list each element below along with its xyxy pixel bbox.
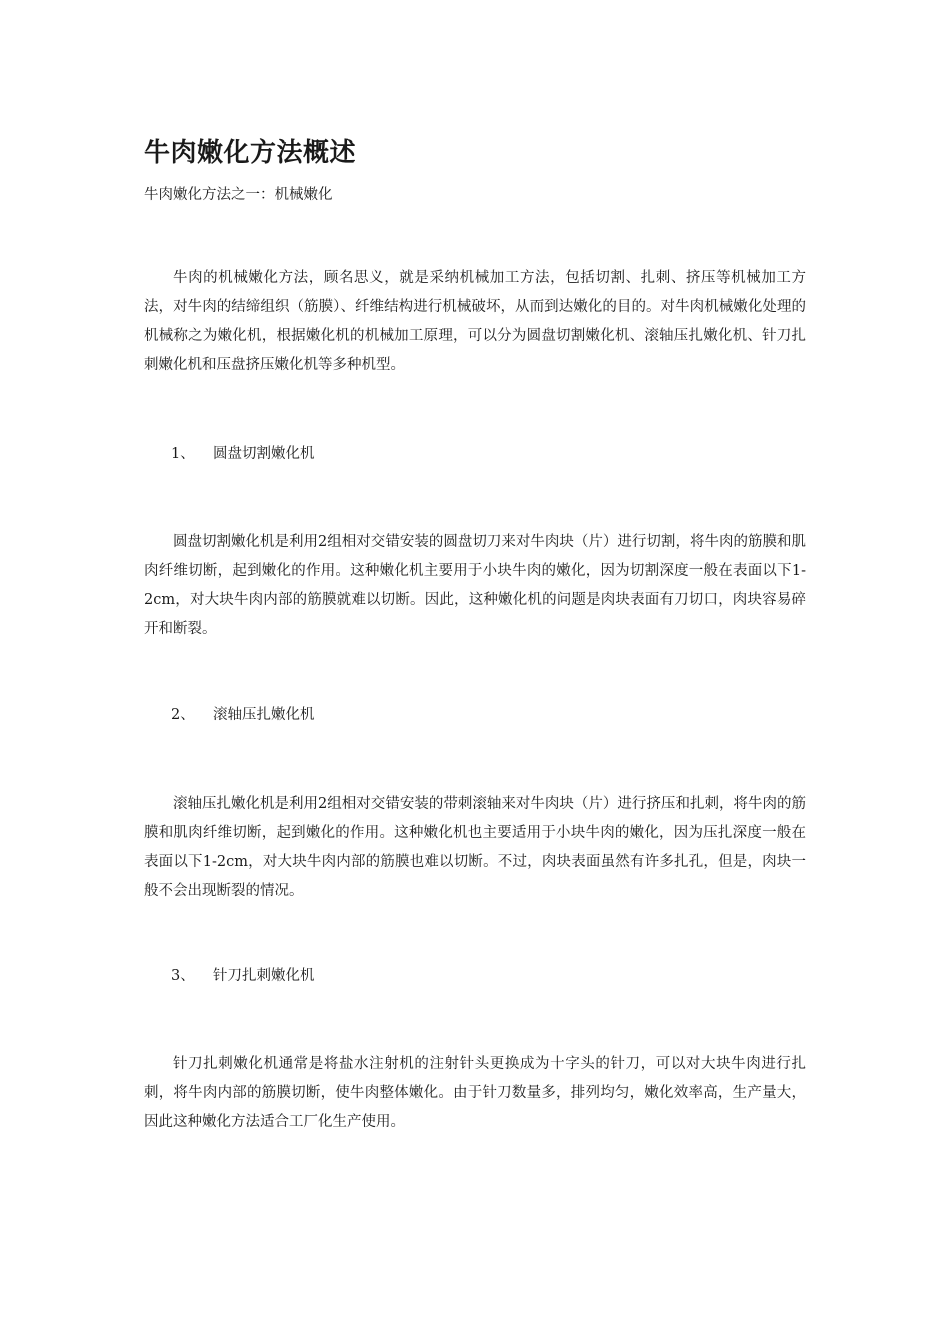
- document-title: 牛肉嫩化方法概述: [144, 138, 357, 168]
- intro-paragraph: 牛肉的机械嫩化方法，顾名思义，就是采纳机械加工方法，包括切割、扎刺、挤压等机械加工方法，对牛肉的结缔组织（筋膜）、纤维结构进行机械破坏，从而到达嫩化的目的。对牛肉机械嫩化处理的机械称之为嫩化机，根据嫩化机的机械加工原理，可以分为圆盘切割嫩化机、滚轴压扎嫩化机、针刀扎刺嫩化机和压盘挤压嫩化机等多种机型。: [144, 270, 806, 373]
- section-number: 2、: [171, 707, 195, 723]
- section-heading-1: [171, 443, 315, 465]
- section-heading-text: 圆盘切割嫩化机: [213, 446, 315, 462]
- section-heading-3: [171, 965, 315, 987]
- section-body-2: 滚轴压扎嫩化机是利用2组相对交错安装的带刺滚轴来对牛肉块（片）进行挤压和扎刺，将牛肉的筋膜和肌肉纤维切断，起到嫩化的作用。这种嫩化机也主要适用于小块牛肉的嫩化，因为压扎深度一般在表面以下1-2cm，对大块牛肉内部的筋膜也难以切断。不过，肉块表面虽然有许多扎孔，但是，肉块一般不会出现断裂的情况。: [144, 796, 806, 899]
- section-heading-text: 针刀扎刺嫩化机: [213, 968, 315, 984]
- section-body-1: 圆盘切割嫩化机是利用2组相对交错安装的圆盘切刀来对牛肉块（片）进行切割，将牛肉的筋膜和肌肉纤维切断，起到嫩化的作用。这种嫩化机主要用于小块牛肉的嫩化，因为切割深度一般在表面以下1-2cm，对大块牛肉内部的筋膜就难以切断。因此，这种嫩化机的问题是肉块表面有刀切口，肉块容易碎开和断裂。: [144, 534, 806, 637]
- section-number: 3、: [171, 968, 195, 984]
- section-body-3: 针刀扎刺嫩化机通常是将盐水注射机的注射针头更换成为十字头的针刀，可以对大块牛肉进行扎刺，将牛肉内部的筋膜切断，使牛肉整体嫩化。由于针刀数量多，排列均匀，嫩化效率高，生产量大，因此这种嫩化方法适合工厂化生产使用。: [144, 1056, 806, 1130]
- section-heading-2: [171, 704, 315, 726]
- document-subtitle: 牛肉嫩化方法之一：机械嫩化: [144, 187, 333, 203]
- section-heading-text: 滚轴压扎嫩化机: [213, 707, 315, 723]
- section-number: 1、: [171, 446, 195, 462]
